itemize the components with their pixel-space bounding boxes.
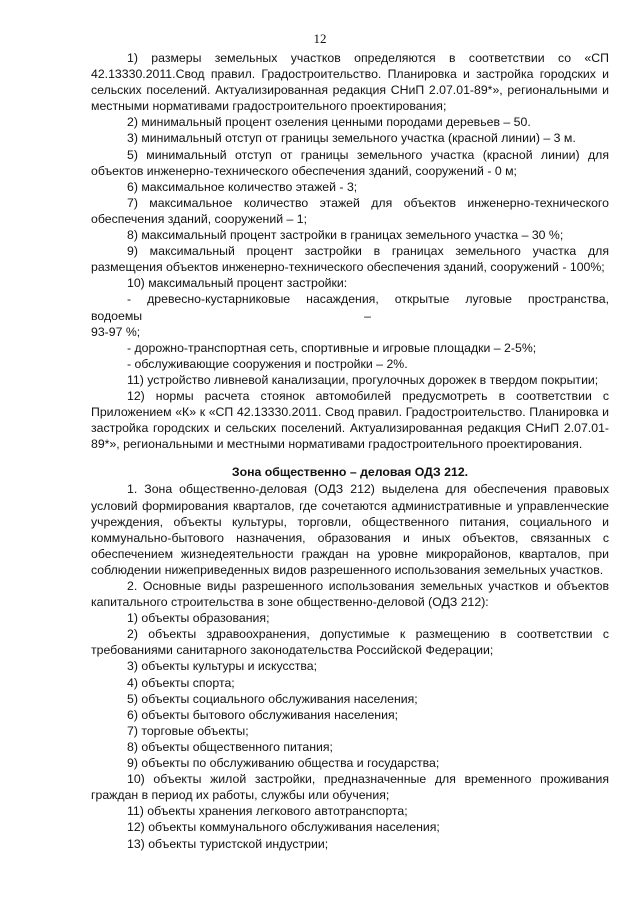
list-item: 8) объекты общественного питания; — [127, 739, 333, 754]
sub-item-line: - дорожно-транспортная сеть, спортивные и игровые площадки – 2-5%; — [127, 340, 537, 355]
sub-item-line: - древесно-кустарниковые насаждения, открытые луговые пространства, — [127, 292, 609, 307]
paragraph: 1) размеры земельных участков определяются в соответствии со «СП 42.13330.2011.Свод правил. Градостроительство. Планировка и застройка городских и сельских поселений. Актуализированная редакция СНиП 2.07.01-89*», региональными и местными нормативами градостроительного проектирования; — [91, 51, 609, 114]
page-number: 12 — [313, 31, 327, 46]
section-heading: Зона общественно – деловая ОДЗ 212. — [231, 465, 469, 480]
list-item: 9) объекты по обслуживанию общества и государства; — [127, 756, 440, 771]
paragraph: 7) максимальное количество этажей для объектов инженерно-технического обеспечения зданий, сооружений – 1; — [91, 195, 609, 226]
paragraph: 8) максимальный процент застройки в границах земельного участка – 30 %; — [127, 228, 564, 243]
list-item: 6) объекты бытового обслуживания населения; — [127, 707, 399, 722]
list-item: 11) объекты хранения легкового автотранспорта; — [127, 804, 408, 819]
paragraph: 12) нормы расчета стоянок автомобилей предусмотреть в соответствии с Приложением «К» к «СП 42.13330.2011. Свод правил. Градостроительство. Планировка и застройка городских и сельских поселений. Актуализированная редакция СНиП 2.07.01-89*», региональными и местными нормативами градостроительного проектирования. — [91, 388, 609, 452]
list-item: 4) объекты спорта; — [127, 675, 235, 690]
list-item: 5) объекты социального обслуживания населения; — [127, 691, 418, 706]
paragraph: 10) максимальный процент застройки: — [127, 276, 348, 291]
list-item: 13) объекты туристской индустрии; — [127, 836, 329, 851]
document-body — [91, 50, 609, 852]
paragraph: 1. Зона общественно-деловая (ОДЗ 212) выделена для обеспечения правовых условий формирования кварталов, где сочетаются административные и управленческие учреждения, объекты культуры, торговли, общественного питания, социального и коммунально-бытового назначения, образования и иных объектов, связанных с обеспечением жизнедеятельности граждан на уровне микрорайонов, кварталов, при соблюдении нижеприведенных видов разрешенного использования земельных участков. — [91, 482, 609, 577]
sub-item-line: 93-97 %; — [91, 324, 141, 339]
list-item: 2) объекты здравоохранения, допустимые к размещению в соответствии с требованиями санитарного законодательства Российской Федерации; — [91, 627, 609, 658]
paragraph: 11) устройство ливневой канализации, прогулочных дорожек в твердом покрытии; — [127, 372, 599, 387]
list-item: 7) торговые объекты; — [127, 723, 249, 738]
sub-item-line: - обслуживающие сооружения и постройки – 2%. — [127, 356, 408, 371]
list-item: 12) объекты коммунального обслуживания населения; — [127, 820, 440, 835]
dash-mark: – — [364, 308, 371, 323]
sub-item-line — [91, 308, 609, 324]
paragraph: 5) минимальный отступ от границы земельного участка (красной линии) для объектов инженерно-технического обеспечения зданий, сооружений - 0 м; — [91, 147, 609, 178]
paragraph: 2) минимальный процент озеления ценными породами деревьев – 50. — [127, 115, 531, 130]
paragraph: 3) минимальный отступ от границы земельного участка (красной линии) – 3 м. — [127, 131, 576, 146]
paragraph: 2. Основные виды разрешенного использования земельных участков и объектов капитального строительства в зоне общественно-деловой (ОДЗ 212): — [91, 579, 609, 610]
paragraph: 9) максимальный процент застройки в границах земельного участка для размещения объектов инженерно-технического обеспечения зданий, сооружений - 100%; — [91, 244, 609, 275]
list-item: 1) объекты образования; — [127, 611, 270, 626]
paragraph: 6) максимальное количество этажей - 3; — [127, 179, 358, 194]
sub-item-text: водоемы — [91, 308, 143, 323]
list-item: 10) объекты жилой застройки, предназначенные для временного проживания граждан в период их работы, службы или обучения; — [91, 772, 609, 803]
list-item: 3) объекты культуры и искусства; — [127, 659, 318, 674]
